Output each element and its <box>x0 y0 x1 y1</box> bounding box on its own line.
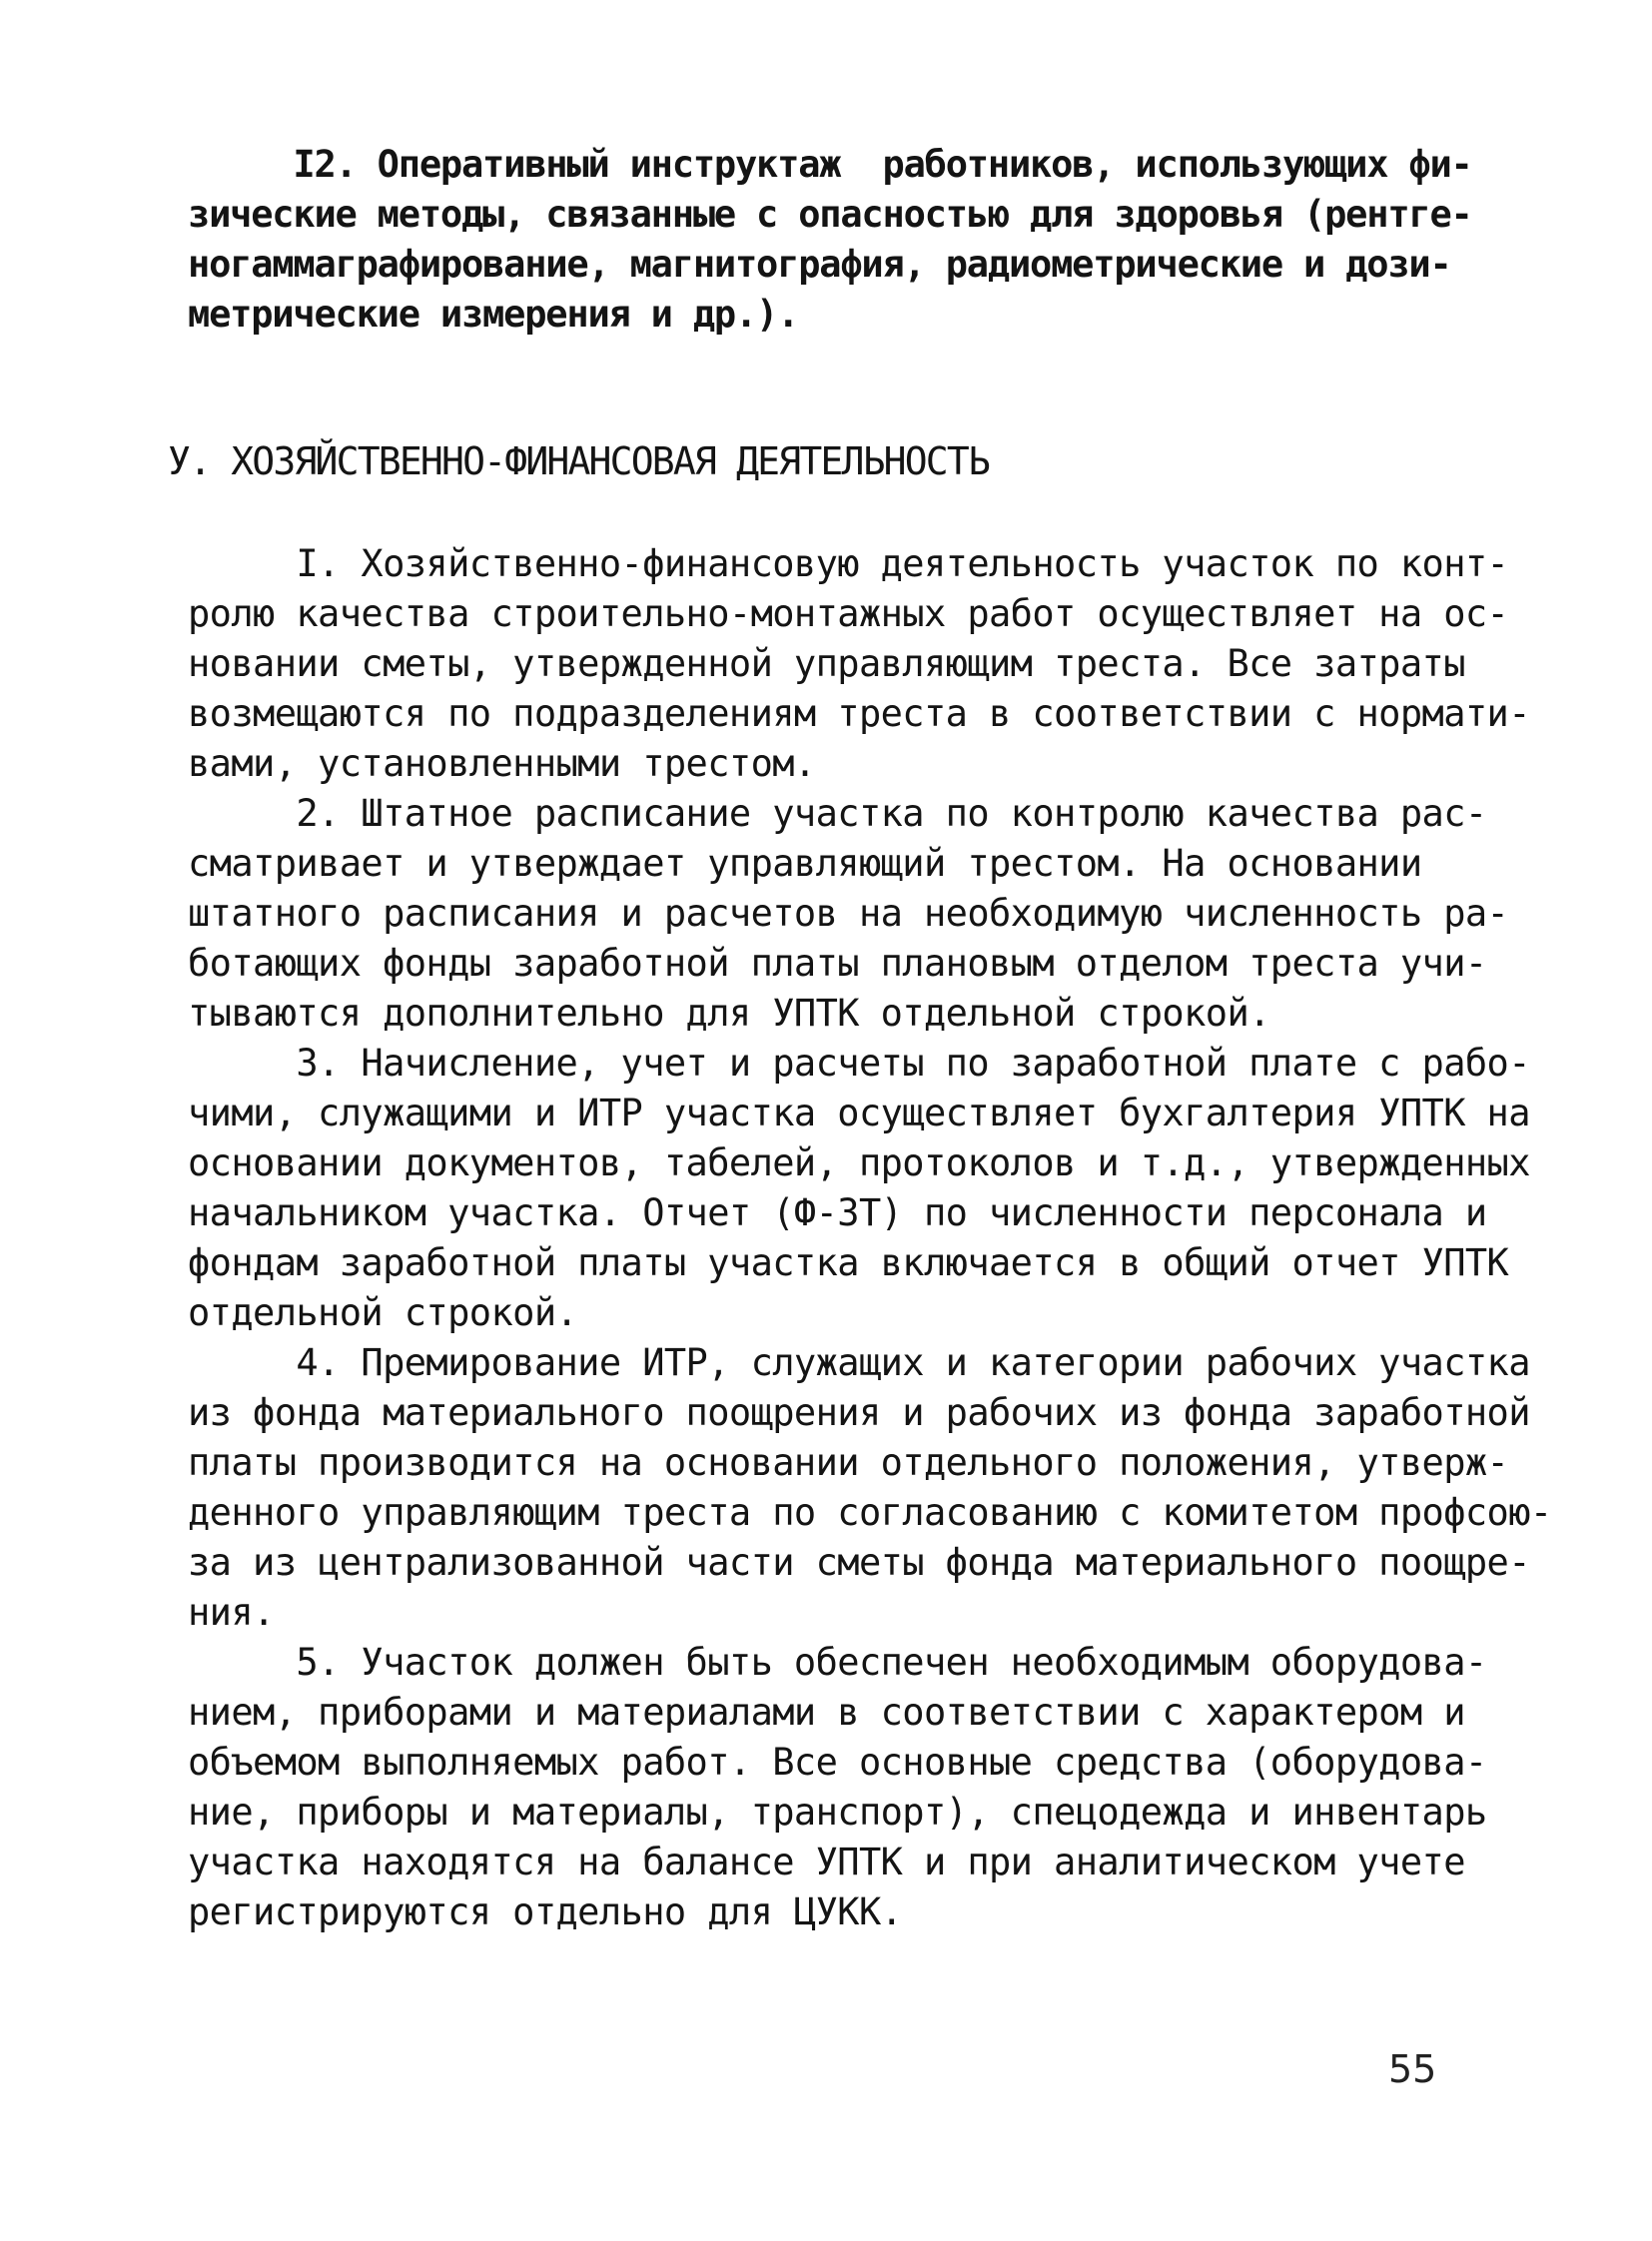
paragraph-line: возмещаются по подразделениям треста в соответствии с нормати- <box>188 692 1530 735</box>
paragraph-line: 2. Штатное расписание участка по контролю качества рас- <box>188 792 1487 835</box>
paragraph-line: начальником участка. Отчет (Ф-3Т) по численности персонала и <box>188 1191 1487 1234</box>
paragraph-line: участка находятся на балансе УПТК и при аналитическом учете <box>188 1841 1465 1883</box>
paragraph-line: платы производится на основании отдельного положения, утверж- <box>188 1441 1509 1484</box>
paragraph-12 <box>188 140 1486 340</box>
paragraph-4 <box>188 1338 1552 1638</box>
paragraph-line: из фонда материального поощрения и рабочих из фонда заработной <box>188 1391 1530 1434</box>
paragraph-1 <box>188 539 1530 789</box>
paragraph-line: I2. Оперативный инструктаж работников, использующих фи- <box>188 143 1472 186</box>
paragraph-line: зические методы, связанные с опасностью для здоровья (рентге- <box>188 193 1472 236</box>
paragraph-line: ногаммаграфирование, магнитография, радиометрические и дози- <box>188 243 1451 286</box>
paragraph-line: отдельной строкой. <box>188 1291 578 1334</box>
section-heading: У. ХОЗЯЙСТВЕННО-ФИНАНСОВАЯ ДЕЯТЕЛЬНОСТЬ <box>168 439 990 483</box>
paragraph-line: чими, служащими и ИТР участка осуществляет бухгалтерия УПТК на <box>188 1092 1530 1134</box>
paragraph-line: I. Хозяйственно-финансовую деятельность участок по конт- <box>188 542 1509 585</box>
page-number: 55 <box>1388 2047 1437 2091</box>
paragraph-line: объемом выполняемых работ. Все основные средства (оборудова- <box>188 1741 1487 1784</box>
paragraph-line: ние, приборы и материалы, транспорт), спецодежда и инвентарь <box>188 1791 1487 1834</box>
paragraph-3 <box>188 1039 1530 1338</box>
paragraph-2 <box>188 789 1509 1039</box>
paragraph-line: вами, установленными трестом. <box>188 742 816 785</box>
paragraph-line: 5. Участок должен быть обеспечен необходимым оборудова- <box>188 1641 1487 1684</box>
paragraph-line: ролю качества строительно-монтажных работ осуществляет на ос- <box>188 592 1509 635</box>
paragraph-line: нием, приборами и материалами в соответствии с характером и <box>188 1691 1465 1734</box>
paragraph-line: регистрируются отдельно для ЦУКК. <box>188 1890 903 1933</box>
paragraph-line: тываются дополнительно для УПТК отдельной строкой. <box>188 992 1270 1035</box>
paragraph-line: 4. Премирование ИТР, служащих и категории рабочих участка <box>188 1341 1530 1384</box>
paragraph-line: штатного расписания и расчетов на необходимую численность ра- <box>188 892 1509 935</box>
paragraph-line: ния. <box>188 1591 275 1634</box>
paragraph-line: денного управляющим треста по согласованию с комитетом профсою- <box>188 1491 1552 1534</box>
paragraph-line: новании сметы, утвержденной управляющим треста. Все затраты <box>188 642 1465 685</box>
paragraph-line: 3. Начисление, учет и расчеты по заработной плате с рабо- <box>188 1042 1530 1085</box>
paragraph-line: ботающих фонды заработной платы плановым отделом треста учи- <box>188 942 1487 985</box>
paragraph-line: основании документов, табелей, протоколов и т.д., утвержденных <box>188 1141 1530 1184</box>
paragraph-line: за из централизованной части сметы фонда материального поощре- <box>188 1541 1530 1584</box>
paragraph-line: метрические измерения и др.). <box>188 293 799 336</box>
paragraph-line: фондам заработной платы участка включается в общий отчет УПТК <box>188 1241 1509 1284</box>
paragraph-line: сматривает и утверждает управляющий трестом. На основании <box>188 842 1422 885</box>
paragraph-5 <box>188 1638 1486 1937</box>
